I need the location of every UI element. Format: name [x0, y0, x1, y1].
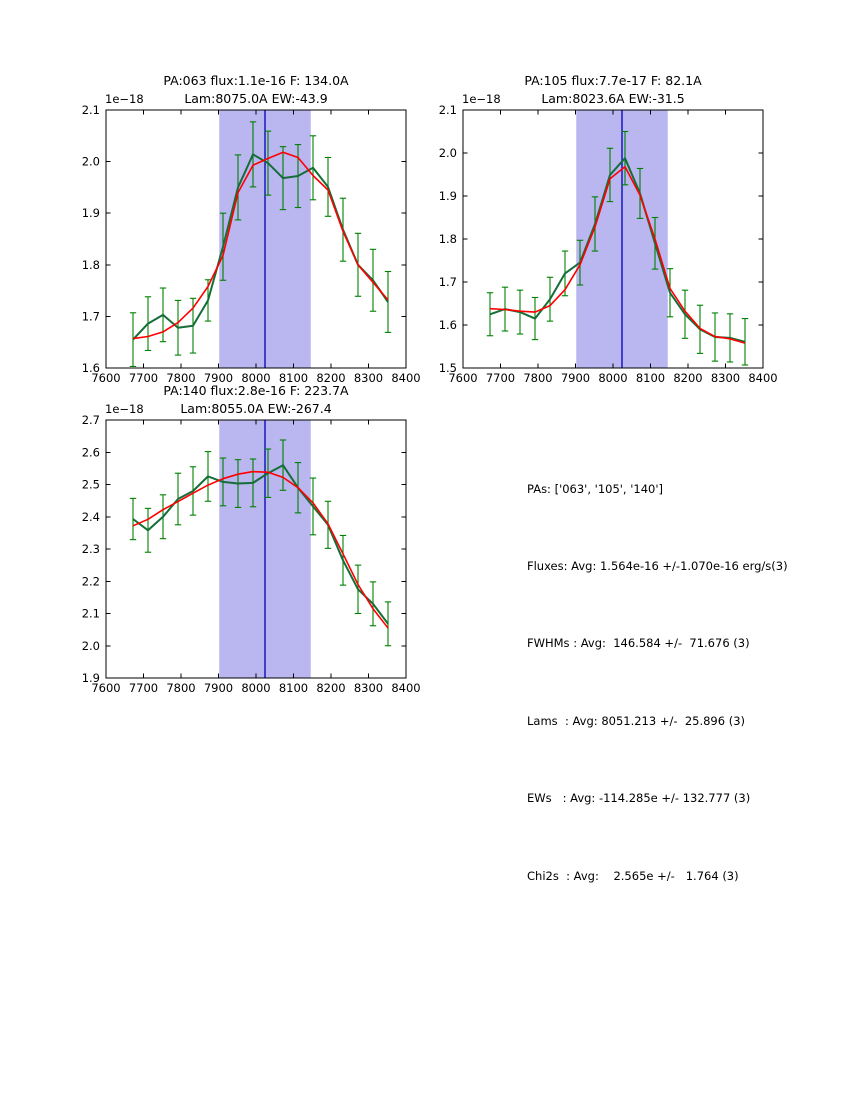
y-axis-offset-label: 1e−18 [462, 92, 501, 106]
y-tick-label: 2.4 [81, 509, 100, 524]
y-tick-label: 1.8 [81, 257, 100, 272]
y-tick-label: 1.7 [81, 309, 100, 324]
x-tick-label: 7800 [166, 681, 196, 695]
plot-pa063 [82, 73, 421, 385]
x-tick-label: 7800 [166, 371, 196, 385]
plot-title-line2: Lam:8055.0A EW:-267.4 [180, 401, 332, 416]
plot-pa140 [82, 383, 421, 695]
x-tick-label: 7700 [128, 681, 159, 695]
x-tick-label: 7700 [128, 371, 159, 385]
y-tick-label: 2.0 [438, 146, 457, 160]
x-tick-label: 7900 [203, 371, 234, 385]
plot-title-line2: Lam:8075.0A EW:-43.9 [184, 91, 328, 106]
y-tick-label: 2.1 [81, 103, 100, 117]
stats-line-pas: PAs: ['063', '105', '140'] [527, 481, 664, 496]
x-tick-label: 7600 [91, 371, 121, 385]
x-tick-label: 8400 [748, 371, 778, 385]
y-tick-label: 2.0 [81, 154, 100, 169]
y-tick-label: 2.5 [81, 477, 100, 492]
x-tick-label: 7900 [203, 681, 234, 695]
stats-line-chi2s: Chi2s : Avg: 2.565e +/- 1.764 (3) [527, 868, 739, 883]
y-tick-label: 1.9 [81, 671, 100, 685]
y-tick-label: 1.5 [438, 361, 457, 375]
x-tick-label: 8000 [241, 371, 271, 385]
x-tick-label: 8200 [316, 681, 346, 695]
x-tick-label: 8100 [278, 681, 309, 695]
y-tick-label: 2.0 [81, 638, 100, 653]
stats-line-ews: EWs : Avg: -114.285e +/- 132.777 (3) [527, 791, 751, 806]
x-tick-label: 8300 [353, 371, 384, 385]
plot-title-line1: PA:140 flux:2.8e-16 F: 223.7A [163, 383, 349, 398]
plot-pa105 [439, 73, 778, 385]
y-tick-label: 2.2 [81, 574, 100, 589]
plot-title-line1: PA:063 flux:1.1e-16 F: 134.0A [163, 73, 349, 88]
y-tick-label: 1.7 [438, 275, 457, 289]
x-tick-label: 8200 [673, 371, 703, 385]
stats-line-lams: Lams : Avg: 8051.213 +/- 25.896 (3) [527, 713, 746, 728]
y-tick-label: 1.6 [438, 318, 457, 332]
stats-line-fwhms: FWHMs : Avg: 146.584 +/- 71.676 (3) [527, 636, 750, 651]
y-tick-label: 2.6 [81, 445, 100, 460]
x-tick-label: 7900 [560, 371, 591, 385]
plot-title-line2: Lam:8023.6A EW:-31.5 [541, 91, 685, 106]
y-tick-label: 2.1 [438, 103, 457, 117]
x-tick-label: 7600 [448, 371, 478, 385]
x-tick-label: 8100 [278, 371, 309, 385]
x-tick-label: 8200 [316, 371, 346, 385]
x-tick-label: 8100 [635, 371, 666, 385]
y-tick-label: 2.3 [81, 542, 100, 556]
x-tick-label: 8300 [353, 681, 384, 695]
y-tick-label: 2.7 [81, 413, 100, 427]
x-tick-label: 8000 [598, 371, 628, 385]
y-tick-label: 1.8 [438, 232, 457, 246]
x-tick-label: 8400 [391, 681, 421, 695]
y-tick-label: 1.9 [438, 189, 457, 203]
stats-line-fluxes: Fluxes: Avg: 1.564e-16 +/-1.070e-16 erg/s(3) [527, 558, 788, 573]
x-tick-label: 8000 [241, 681, 271, 695]
stats-panel [527, 425, 788, 941]
y-tick-label: 1.9 [81, 206, 100, 221]
y-axis-offset-label: 1e−18 [105, 402, 144, 416]
y-tick-label: 1.6 [81, 361, 100, 375]
x-tick-label: 8400 [391, 371, 421, 385]
x-tick-label: 7600 [91, 681, 121, 695]
x-tick-label: 7700 [485, 371, 516, 385]
x-tick-label: 7800 [523, 371, 553, 385]
x-tick-label: 8300 [710, 371, 741, 385]
plot-title-line1: PA:105 flux:7.7e-17 F: 82.1A [524, 73, 702, 88]
y-axis-offset-label: 1e−18 [105, 92, 144, 106]
y-tick-label: 2.1 [81, 606, 100, 621]
